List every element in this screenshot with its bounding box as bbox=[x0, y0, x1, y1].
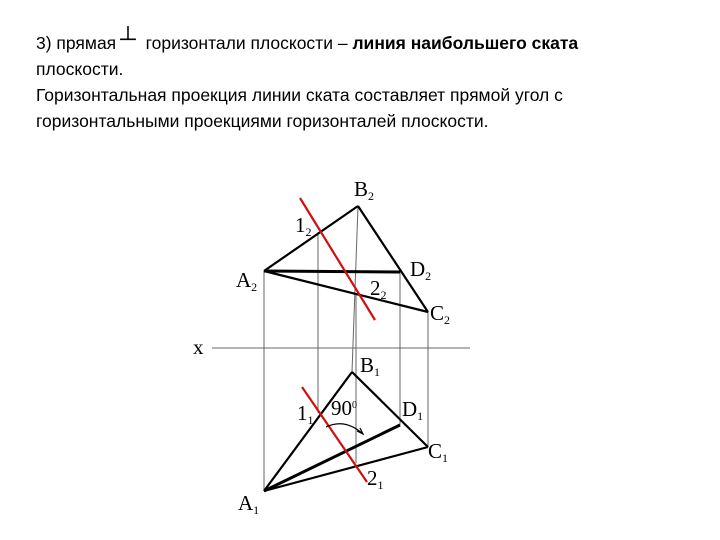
label-d1-main: D bbox=[402, 397, 418, 421]
label-1-1 bbox=[297, 401, 314, 427]
label-1-1-main: 1 bbox=[297, 401, 308, 425]
label-b1-main: B bbox=[360, 353, 375, 377]
right-angle-value bbox=[331, 396, 357, 420]
label-c1-sub: 1 bbox=[442, 451, 449, 465]
label-1-1-sub: 1 bbox=[307, 413, 314, 427]
label-a2 bbox=[236, 268, 257, 294]
line1-bold-term: линия наибольшего ската bbox=[352, 33, 579, 53]
label-2-1-main: 2 bbox=[367, 466, 378, 490]
label-d2-sub: 2 bbox=[425, 269, 432, 283]
horizontal-a2-d2 bbox=[264, 271, 400, 272]
perpendicular-symbol: ┴ bbox=[120, 26, 136, 51]
label-c1 bbox=[428, 439, 448, 465]
horizontal-projection bbox=[264, 372, 428, 491]
label-d2 bbox=[410, 257, 431, 283]
label-a1-main: A bbox=[238, 491, 254, 515]
label-b1 bbox=[360, 353, 380, 379]
label-2-2 bbox=[370, 276, 387, 302]
label-2-2-sub: 2 bbox=[380, 288, 387, 302]
text-line-2: плоскости. bbox=[36, 59, 124, 79]
label-d2-main: D bbox=[410, 257, 426, 281]
text-line-4: горизонтальными проекциями горизонталей плоскости. bbox=[36, 111, 489, 131]
label-a2-sub: 2 bbox=[251, 280, 258, 294]
label-a1 bbox=[238, 491, 259, 517]
edge-a1-c1 bbox=[264, 447, 428, 491]
label-b2-main: B bbox=[354, 177, 369, 201]
label-b2-sub: 2 bbox=[368, 189, 375, 203]
label-c2-sub: 2 bbox=[444, 313, 451, 327]
edge-a2-c2 bbox=[264, 271, 428, 312]
label-1-2-sub: 2 bbox=[305, 225, 312, 239]
label-2-1-sub: 1 bbox=[377, 478, 384, 492]
label-c2 bbox=[430, 301, 450, 327]
label-c1-main: C bbox=[428, 439, 443, 463]
label-1-2-main: 1 bbox=[295, 213, 306, 237]
right-angle-number: 90 bbox=[331, 396, 352, 420]
label-d1 bbox=[402, 397, 423, 423]
label-1-2 bbox=[295, 213, 312, 239]
label-a2-main: A bbox=[236, 268, 252, 292]
line1-middle: горизонтали плоскости – bbox=[140, 33, 353, 53]
label-2-2-main: 2 bbox=[370, 276, 381, 300]
label-2-1 bbox=[367, 466, 384, 492]
right-angle-degree: 0 bbox=[352, 400, 357, 411]
label-c2-main: C bbox=[430, 301, 445, 325]
frontal-projection bbox=[264, 206, 428, 312]
label-b1-sub: 1 bbox=[374, 365, 381, 379]
label-b2 bbox=[354, 177, 374, 203]
edge-a1-b1 bbox=[264, 372, 352, 491]
label-d1-sub: 1 bbox=[417, 409, 424, 423]
line1-prefix: 3) прямая bbox=[36, 33, 117, 53]
text-line-3: Горизонтальная проекция линии ската составляет прямой угол с bbox=[36, 85, 563, 105]
x-axis-label: x bbox=[193, 335, 204, 359]
label-a1-sub: 1 bbox=[253, 503, 260, 517]
